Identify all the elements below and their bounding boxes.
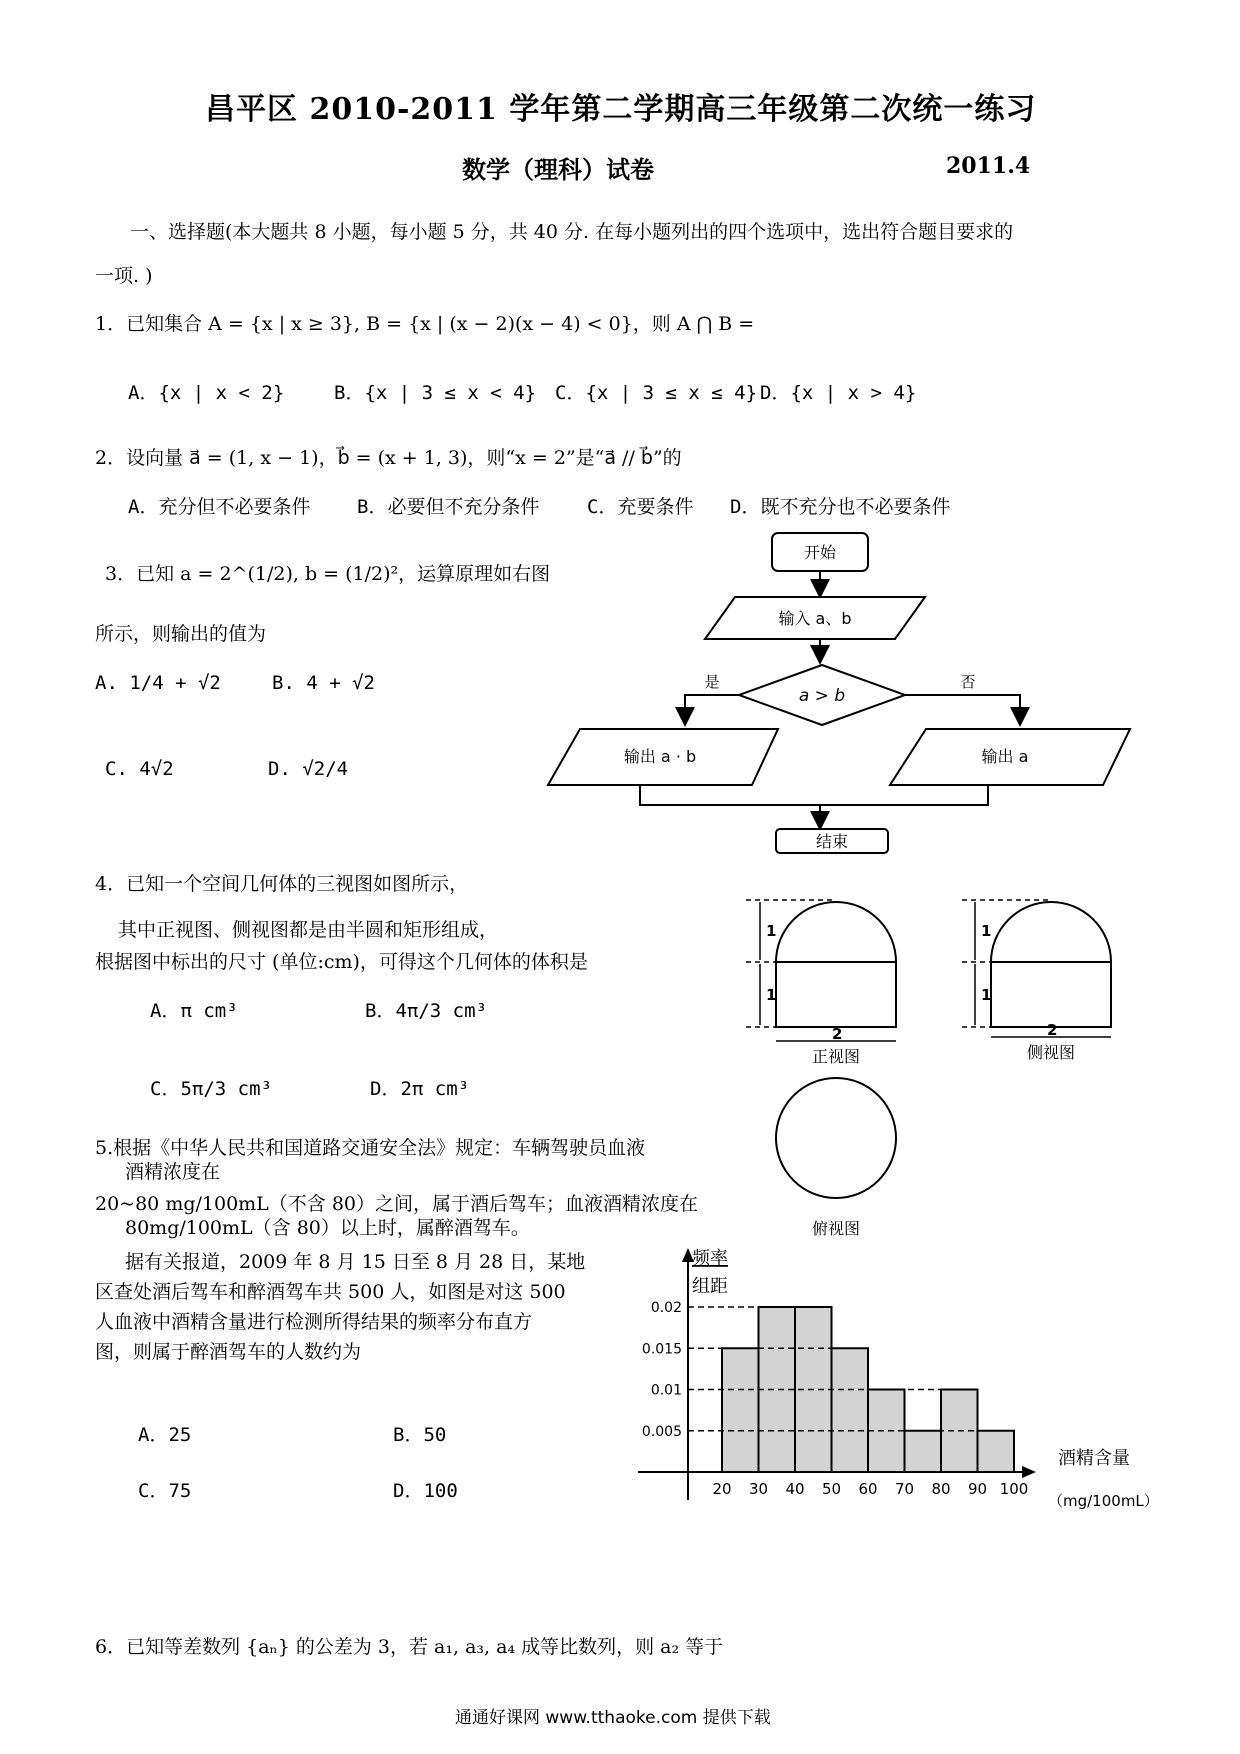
q3-option-a: A. 1/4 + √2: [95, 672, 221, 694]
flow-condition-label: a > b: [798, 686, 846, 706]
flow-yes-label: 是: [704, 673, 720, 691]
section-heading-line2: 一项. ): [95, 265, 153, 287]
front-dim-height1: 1: [766, 922, 777, 940]
chart-ylabel-bottom: 组距: [692, 1276, 728, 1297]
three-views-diagram: [740, 890, 1140, 1240]
histogram-bar: [832, 1348, 869, 1472]
q5-option-a: A．25: [138, 1424, 192, 1446]
q3-option-b: B. 4 + √2: [272, 672, 375, 694]
q1-option-a: A．{x | x < 2}: [128, 382, 285, 404]
x-tick-label: 50: [821, 1480, 842, 1498]
q5-line4: 80mg/100mL（含 80）以上时，属醉酒驾车。: [125, 1217, 530, 1239]
chart-ylabel-top: 频率: [692, 1248, 728, 1269]
flow-output-right-label: 输出 a: [981, 747, 1029, 766]
histogram-bar: [722, 1348, 759, 1472]
flowchart: [540, 525, 1140, 855]
flow-output-left-label: 输出 a · b: [623, 747, 697, 766]
x-tick-label: 30: [748, 1480, 769, 1498]
x-tick-label: 60: [858, 1480, 878, 1498]
q4-stem-line3: 根据图中标出的尺寸 (单位:cm)，可得这个几何体的体积是: [95, 951, 588, 973]
q5-line8: 图，则属于醉酒驾车的人数约为: [95, 1341, 362, 1363]
y-tick-label: 0.01: [650, 1382, 682, 1399]
q5-option-d: D．100: [393, 1480, 458, 1502]
q5-line5: 据有关报道，2009 年 8 月 15 日至 8 月 28 日，某地: [125, 1251, 586, 1273]
top-view-label: 俯视图: [811, 1219, 861, 1238]
q2-stem: 2．设向量 a⃗ = (1, x − 1)，b⃗ = (x + 1, 3)，则“x = 2”是“a⃗ // b⃗”的: [95, 447, 682, 469]
q2-option-b: B．必要但不充分条件: [357, 496, 540, 518]
section-heading-line1: 一、选择题(本大题共 8 小题，每小题 5 分，共 40 分. 在每小题列出的四个选项中，选出符合题目要求的: [130, 221, 1014, 243]
q3-stem-cont: 所示，则输出的值为: [95, 623, 267, 645]
front-dim-width: 2: [832, 1025, 843, 1043]
histogram-bar: [978, 1431, 1015, 1472]
q5-line6: 区查处酒后驾车和醉酒驾车共 500 人，如图是对这 500: [95, 1281, 566, 1303]
footer: 通通好课网 www.tthaoke.com 提供下载: [455, 1708, 771, 1728]
q4-option-a: A．π cm³: [150, 1000, 238, 1022]
page-subtitle: 数学（理科）试卷: [462, 155, 654, 184]
chart-xlabel: 酒精含量: [1058, 1448, 1130, 1469]
q5-option-b: B．50: [393, 1424, 447, 1446]
x-axis-arrow: [1022, 1466, 1036, 1478]
q1-stem: 1．已知集合 A = {x | x ≥ 3}, B = {x | (x − 2)(x − 4) < 0}，则 A ⋂ B =: [95, 313, 755, 335]
x-tick-label: 20: [712, 1480, 732, 1498]
front-dim-height2: 1: [766, 986, 777, 1004]
x-tick-label: 70: [894, 1480, 915, 1498]
x-tick-label: 90: [967, 1480, 988, 1498]
y-tick-label: 0.015: [641, 1341, 682, 1358]
y-tick-label: 0.02: [650, 1300, 682, 1316]
flow-input-label: 输入 a、b: [778, 609, 852, 628]
q4-stem-line2: 其中正视图、侧视图都是由半圆和矩形组成，: [118, 919, 499, 941]
exam-date: 2011.4: [946, 153, 1031, 179]
side-dim-width: 2: [1047, 1021, 1058, 1039]
q5-line7: 人血液中酒精含量进行检测所得结果的频率分布直方: [95, 1311, 533, 1333]
q5-line2: 酒精浓度在: [125, 1161, 221, 1183]
page-title: 昌平区 2010-2011 学年第二学期高三年级第二次统一练习: [205, 92, 1037, 127]
q2-option-c: C．充要条件: [587, 496, 694, 518]
q1-option-d: D．{x | x > 4}: [760, 382, 917, 404]
y-tick-label: 0.005: [641, 1423, 682, 1440]
front-view: [746, 900, 896, 1066]
side-dim-height2: 1: [981, 986, 992, 1004]
x-tick-label: 80: [931, 1480, 951, 1498]
side-view: [962, 900, 1111, 1062]
chart-xunit: （mg/100mL）: [1048, 1492, 1159, 1510]
q6-stem: 6．已知等差数列 {aₙ} 的公差为 3，若 a₁, a₃, a₄ 成等比数列，则 a₂ 等于: [95, 1636, 724, 1658]
side-dim-height1: 1: [981, 922, 992, 940]
x-tick-label: 100: [999, 1480, 1029, 1498]
q5-option-c: C．75: [138, 1480, 192, 1502]
q4-option-d: D．2π cm³: [370, 1078, 470, 1100]
side-view-label: 侧视图: [1026, 1043, 1076, 1062]
top-view: [776, 1078, 896, 1238]
q2-option-d: D．既不充分也不必要条件: [730, 496, 951, 518]
flow-start-label: 开始: [803, 543, 837, 562]
q3-stem: 3．已知 a = 2^(1/2), b = (1/2)²，运算原理如右图: [105, 563, 551, 585]
q3-option-d: D. √2/4: [268, 758, 349, 780]
histogram-bar: [905, 1431, 942, 1472]
q1-option-c: C．{x | 3 ≤ x ≤ 4}: [555, 382, 758, 404]
front-view-label: 正视图: [811, 1047, 861, 1066]
flow-no-label: 否: [960, 673, 976, 691]
q1-option-b: B．{x | 3 ≤ x < 4}: [334, 382, 537, 404]
q4-option-b: B．4π/3 cm³: [365, 1000, 487, 1022]
q3-option-c: C. 4√2: [105, 758, 174, 780]
q4-stem-line1: 4．已知一个空间几何体的三视图如图所示，: [95, 873, 469, 895]
q4-option-c: C．5π/3 cm³: [150, 1078, 272, 1100]
q5-line1: 5.根据《中华人民共和国道路交通安全法》规定：车辆驾驶员血液: [95, 1137, 646, 1159]
q2-option-a: A．充分但不必要条件: [128, 496, 311, 518]
frequency-histogram: [630, 1240, 1170, 1520]
q5-line3: 20~80 mg/100mL（不含 80）之间，属于酒后驾车；血液酒精浓度在: [95, 1193, 699, 1215]
x-tick-label: 40: [785, 1480, 805, 1498]
flow-end-label: 结束: [815, 832, 849, 851]
